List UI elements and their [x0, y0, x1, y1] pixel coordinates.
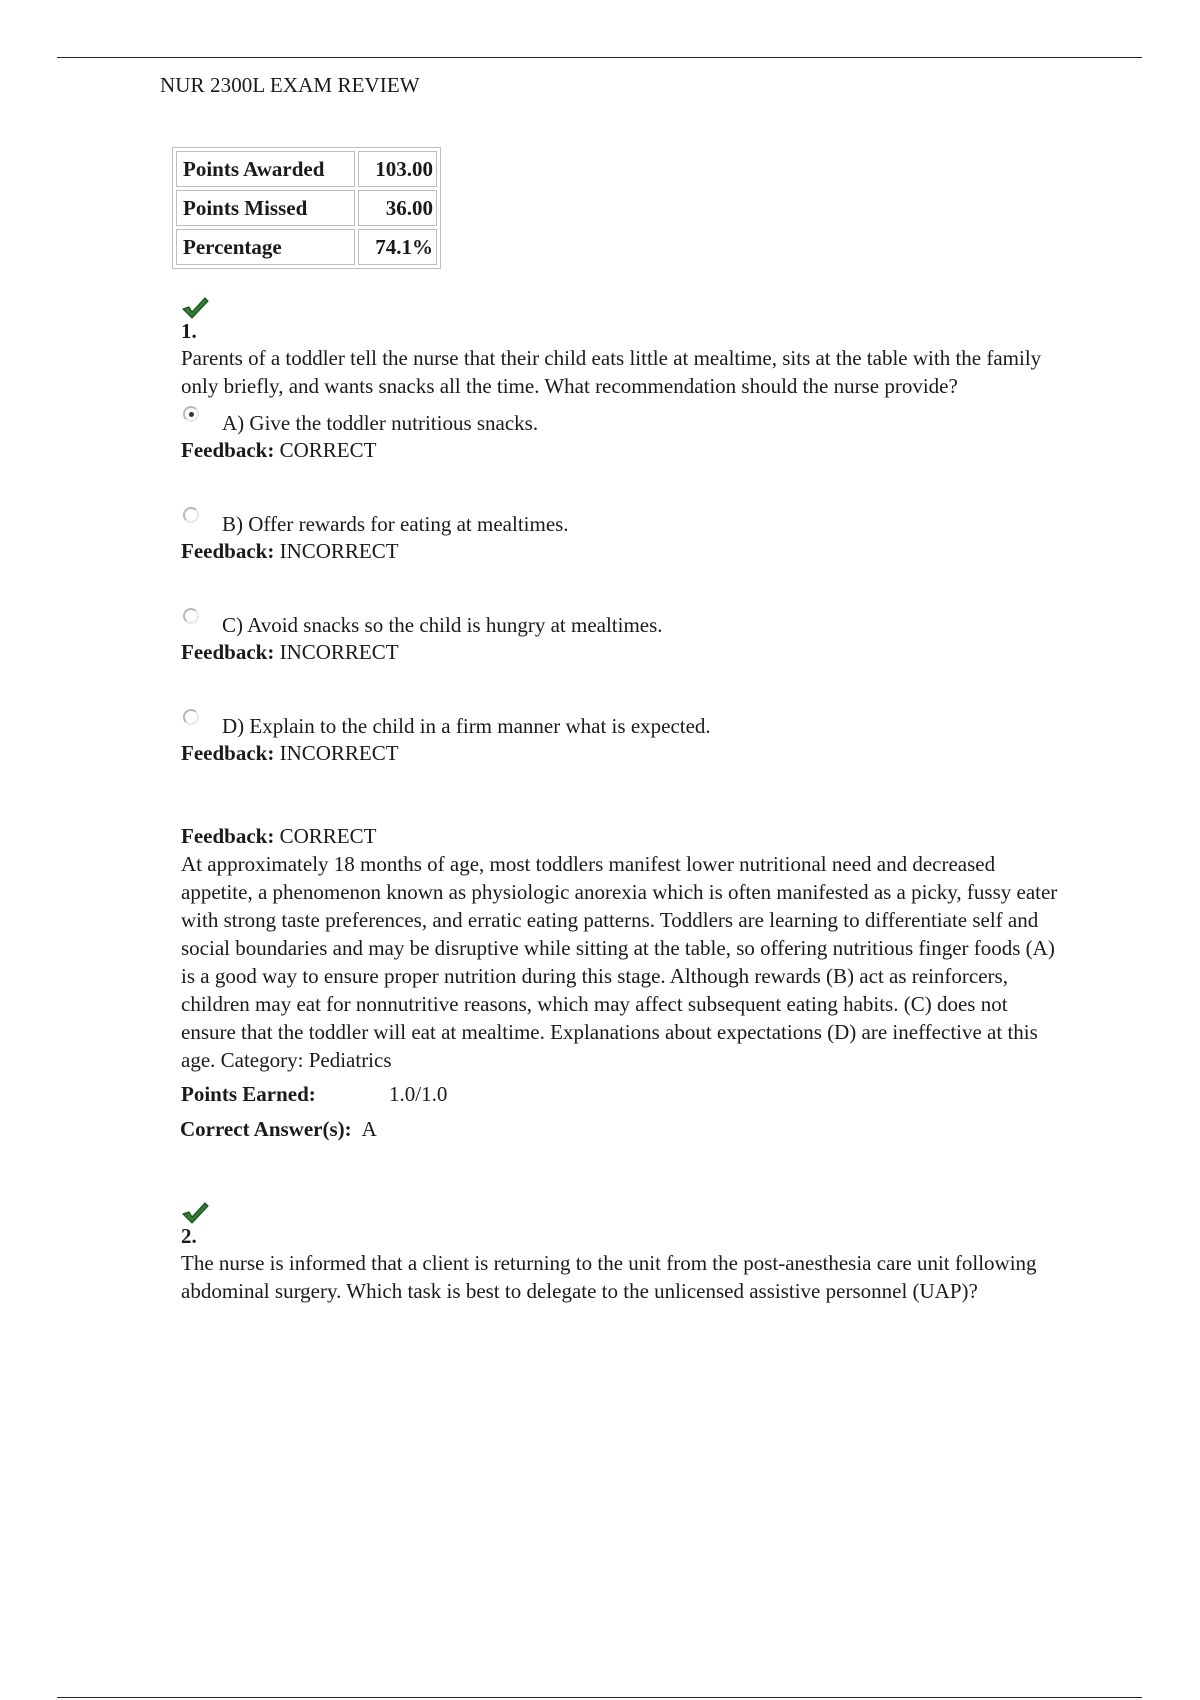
percentage-label: Percentage: [176, 229, 355, 265]
answer-option-d[interactable]: [181, 709, 1061, 739]
answer-option-a[interactable]: [181, 406, 1061, 436]
correct-answers-value: A: [361, 1117, 377, 1141]
radio-icon[interactable]: [183, 709, 199, 725]
checkmark-icon: [181, 1201, 209, 1225]
overall-feedback: [181, 822, 1061, 850]
option-feedback: [181, 537, 1061, 565]
points-earned-row: [181, 1080, 1061, 1108]
radio-icon[interactable]: [183, 507, 199, 523]
feedback-label: Feedback:: [181, 741, 275, 765]
document-header: NUR 2300L EXAM REVIEW: [160, 73, 420, 97]
feedback-label: Feedback:: [181, 640, 275, 664]
radio-selected-icon[interactable]: [183, 406, 199, 422]
question-text: The nurse is informed that a client is returning to the unit from the post-anesthesia care unit following abdominal surgery. Which task is best to delegate to the unlicensed assistive personnel (UAP)?: [181, 1251, 1037, 1303]
top-rule: [57, 57, 1142, 58]
points-awarded-label: Points Awarded: [176, 151, 355, 187]
points-earned-value: 1.0/1.0: [389, 1082, 448, 1106]
exam-content: [181, 296, 1061, 1305]
option-feedback: [181, 739, 1061, 767]
question-number: 2.: [181, 1224, 197, 1248]
radio-icon[interactable]: [183, 608, 199, 624]
option-label: C) Avoid snacks so the child is hungry at mealtimes.: [222, 613, 663, 637]
feedback-value: INCORRECT: [279, 640, 399, 664]
option-label: A) Give the toddler nutritious snacks.: [222, 411, 539, 435]
option-feedback: [181, 638, 1061, 666]
feedback-value: INCORRECT: [279, 539, 399, 563]
bottom-rule: [57, 1697, 1142, 1698]
feedback-label: Feedback:: [181, 438, 275, 462]
table-row: [176, 229, 437, 265]
table-row: [176, 190, 437, 226]
option-feedback: [181, 436, 1061, 464]
correct-answers-row: [180, 1115, 1061, 1143]
answer-option-c[interactable]: [181, 608, 1061, 638]
answer-option-b[interactable]: [181, 507, 1061, 537]
question-number: 1.: [181, 319, 197, 343]
question-text: Parents of a toddler tell the nurse that their child eats little at mealtime, sits at the table with the family only briefly, and wants snacks all the time. What recommendation should the nurse provide?: [181, 346, 1042, 398]
rationale-text: At approximately 18 months of age, most toddlers manifest lower nutritional need and decreased appetite, a phenomenon known as physiologic anorexia which is often manifested as a picky, fussy eater with strong taste preferences, and erratic eating patterns. Toddlers are learning to differentiate self and social boundaries and may be disruptive while sitting at the table, so offering nutritious finger foods (A) is a good way to ensure proper nutrition during this stage. Although rewards (B) act as reinforcers, children may eat for nonnutritive reasons, which may affect subsequent eating habits. (C) does not ensure that the toddler will eat at mealtime. Explanations about expectations (D) are ineffective at this age. Category: Pediatrics: [181, 852, 1058, 1072]
table-row: [176, 151, 437, 187]
option-label: B) Offer rewards for eating at mealtimes.: [222, 512, 569, 536]
score-summary-table: [172, 147, 441, 269]
points-earned-label: Points Earned:: [181, 1082, 316, 1106]
feedback-value: CORRECT: [279, 438, 377, 462]
feedback-label: Feedback:: [181, 539, 275, 563]
feedback-value: INCORRECT: [279, 741, 399, 765]
option-label: D) Explain to the child in a firm manner what is expected.: [222, 714, 711, 738]
checkmark-icon: [181, 296, 209, 320]
question-1: [181, 296, 1061, 1143]
question-2: [181, 1201, 1061, 1305]
percentage-value: 74.1%: [358, 229, 437, 265]
feedback-label: Feedback:: [181, 824, 275, 848]
feedback-value: CORRECT: [279, 824, 377, 848]
points-awarded-value: 103.00: [358, 151, 437, 187]
correct-answers-label: Correct Answer(s):: [180, 1117, 352, 1141]
points-missed-label: Points Missed: [176, 190, 355, 226]
points-missed-value: 36.00: [358, 190, 437, 226]
